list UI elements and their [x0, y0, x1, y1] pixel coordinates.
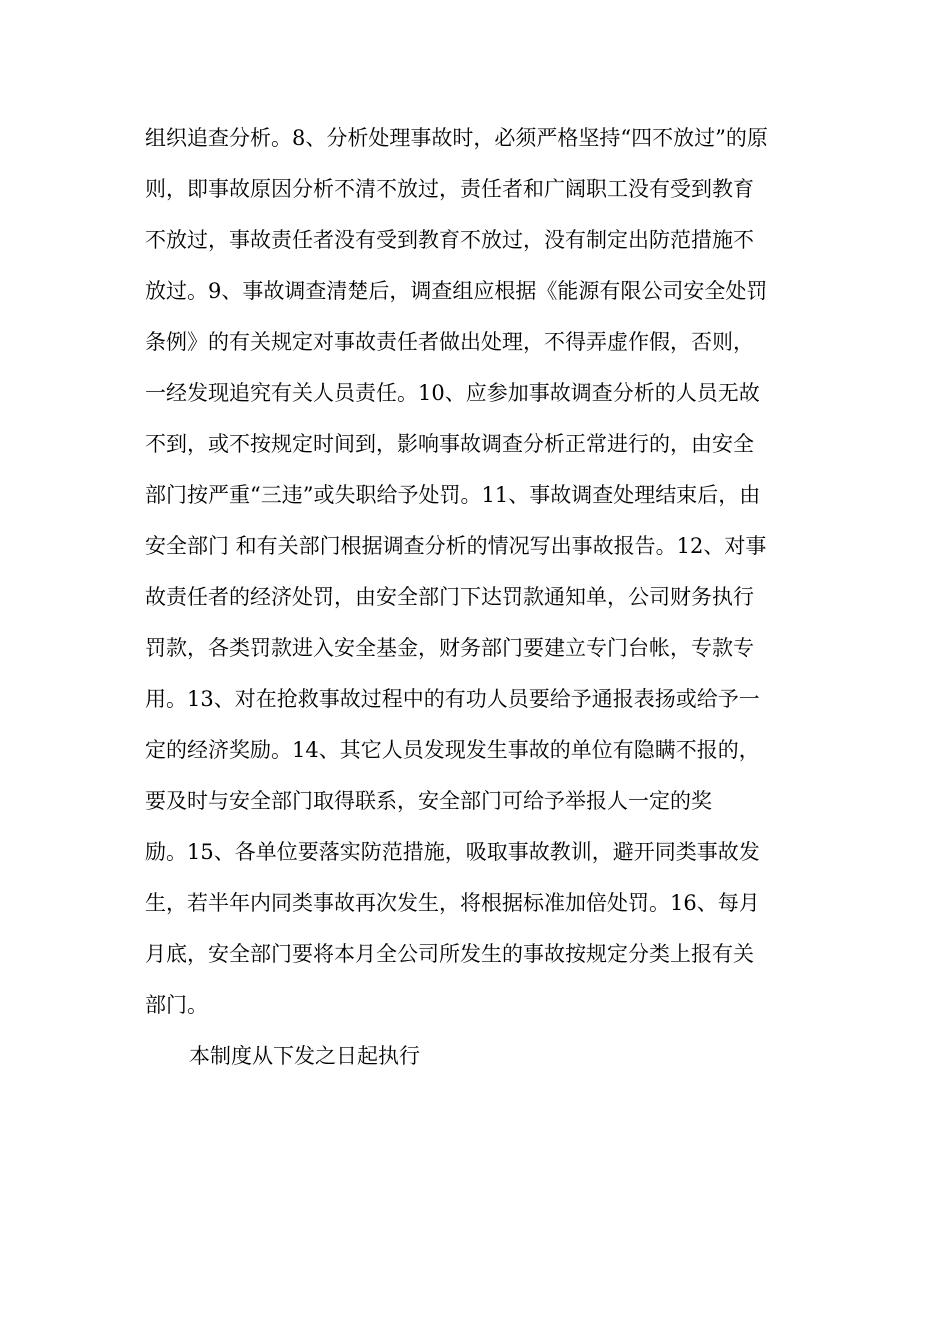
text-line: 一经发现追究有关人员责任。10、应参加事故调查分析的人员无故 — [145, 381, 760, 405]
document-body — [145, 118, 815, 1036]
text-line: 定的经济奖励。14、其它人员发现发生事故的单位有隐瞒不报的， — [145, 738, 760, 762]
text-line: 要及时与安全部门取得联系，安全部门可给予举报人一定的奖 — [145, 789, 712, 813]
closing-statement: 本制度从下发之日起执行 — [189, 1044, 420, 1068]
text-line: 月底，安全部门要将本月全公司所发生的事故按规定分类上报有关 — [145, 942, 754, 966]
text-line: 放过。9、事故调查清楚后，调查组应根据《能源有限公司安全处罚 — [145, 279, 768, 303]
text-line: 则，即事故原因分析不清不放过，责任者和广阔职工没有受到教育 — [145, 177, 754, 201]
text-line: 部门。 — [145, 993, 208, 1017]
text-line: 组织追查分析。8、分析处理事故时，必须严格坚持“四不放过”的原 — [145, 126, 768, 150]
text-line: 不放过，事故责任者没有受到教育不放过，没有制定出防范措施不 — [145, 228, 754, 252]
text-line: 生，若半年内同类事故再次发生，将根据标准加倍处罚。16、每月 — [145, 891, 760, 915]
text-line: 故责任者的经济处罚，由安全部门下达罚款通知单，公司财务执行 — [145, 585, 754, 609]
text-line: 条例》的有关规定对事故责任者做出处理，不得弄虚作假，否则， — [145, 330, 754, 354]
text-line: 励。15、各单位要落实防范措施，吸取事故教训，避开同类事故发 — [145, 840, 760, 864]
text-line: 用。13、对在抢救事故过程中的有功人员要给予通报表扬或给予一 — [145, 687, 760, 711]
text-line: 不到，或不按规定时间到，影响事故调查分析正常进行的，由安全 — [145, 432, 754, 456]
text-line: 罚款，各类罚款进入安全基金，财务部门要建立专门台帐，专款专 — [145, 636, 754, 660]
text-line: 安全部门 和有关部门根据调查分析的情况写出事故报告。12、对事 — [145, 534, 767, 558]
text-line: 部门按严重“三违”或失职给予处罚。11、事故调查处理结束后，由 — [145, 483, 761, 507]
